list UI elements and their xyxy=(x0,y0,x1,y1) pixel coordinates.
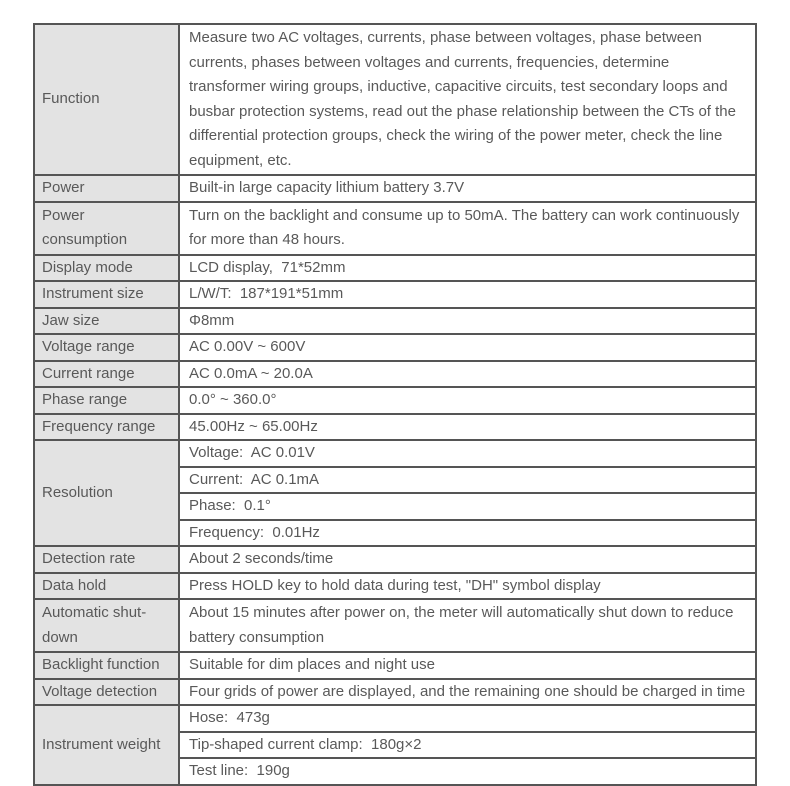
spec-value-instrument-size: L/W/T: 187*191*51mm xyxy=(179,281,756,308)
spec-row-instrument-size xyxy=(34,281,756,308)
spec-value-current-range: AC 0.0mA ~ 20.0A xyxy=(179,361,756,388)
spec-value-weight-hose: Hose: 473g xyxy=(179,705,756,732)
spec-row-data-hold xyxy=(34,573,756,600)
spec-value-phase-range: 0.0° ~ 360.0° xyxy=(179,387,756,414)
spec-value-power: Built-in large capacity lithium battery 3.7V xyxy=(179,175,756,202)
spec-value-data-hold: Press HOLD key to hold data during test, "DH" symbol display xyxy=(179,573,756,600)
spec-label-detection-rate: Detection rate xyxy=(34,546,179,573)
spec-label-phase-range: Phase range xyxy=(34,387,179,414)
spec-label-instrument-weight: Instrument weight xyxy=(34,705,179,785)
spec-value-voltage-range: AC 0.00V ~ 600V xyxy=(179,334,756,361)
spec-value-weight-clamp: Tip-shaped current clamp: 180g×2 xyxy=(179,732,756,759)
spec-row-instrument-weight xyxy=(34,705,756,732)
spec-label-frequency-range: Frequency range xyxy=(34,414,179,441)
spec-row-backlight-function xyxy=(34,652,756,679)
spec-label-voltage-range: Voltage range xyxy=(34,334,179,361)
spec-value-automatic-shutdown: About 15 minutes after power on, the meter will automatically shut down to reduce battery consumption xyxy=(179,599,756,652)
spec-label-current-range: Current range xyxy=(34,361,179,388)
spec-row-detection-rate xyxy=(34,546,756,573)
spec-value-function: Measure two AC voltages, currents, phase between voltages, phase between currents, phases between voltages and currents, frequencies, determine transformer wiring groups, inductive, capacitive circuits, test secondary loops and busbar protection systems, read out the phase relationship between the CTs of the differential protection groups, check the wiring of the power meter, check the line equipment, etc. xyxy=(179,24,756,175)
spec-label-power: Power xyxy=(34,175,179,202)
spec-row-voltage-detection xyxy=(34,679,756,706)
spec-row-phase-range xyxy=(34,387,756,414)
spec-table xyxy=(33,23,757,786)
spec-value-detection-rate: About 2 seconds/time xyxy=(179,546,756,573)
spec-label-data-hold: Data hold xyxy=(34,573,179,600)
spec-value-display-mode: LCD display, 71*52mm xyxy=(179,255,756,282)
spec-row-jaw-size xyxy=(34,308,756,335)
spec-value-resolution-phase: Phase: 0.1° xyxy=(179,493,756,520)
spec-value-power-consumption: Turn on the backlight and consume up to 50mA. The battery can work continuously for more than 48 hours. xyxy=(179,202,756,255)
spec-row-power xyxy=(34,175,756,202)
spec-row-power-consumption xyxy=(34,202,756,255)
spec-value-resolution-frequency: Frequency: 0.01Hz xyxy=(179,520,756,547)
spec-label-backlight-function: Backlight function xyxy=(34,652,179,679)
spec-value-weight-test-line: Test line: 190g xyxy=(179,758,756,785)
spec-row-automatic-shutdown xyxy=(34,599,756,652)
spec-row-voltage-range xyxy=(34,334,756,361)
spec-label-display-mode: Display mode xyxy=(34,255,179,282)
spec-label-resolution: Resolution xyxy=(34,440,179,546)
spec-label-power-consumption: Power consumption xyxy=(34,202,179,255)
spec-label-instrument-size: Instrument size xyxy=(34,281,179,308)
spec-value-jaw-size: Φ8mm xyxy=(179,308,756,335)
spec-label-function: Function xyxy=(34,24,179,175)
spec-row-resolution xyxy=(34,440,756,467)
spec-row-current-range xyxy=(34,361,756,388)
spec-row-function xyxy=(34,24,756,175)
spec-label-automatic-shutdown: Automatic shut-down xyxy=(34,599,179,652)
spec-value-voltage-detection: Four grids of power are displayed, and the remaining one should be charged in time xyxy=(179,679,756,706)
spec-row-frequency-range xyxy=(34,414,756,441)
spec-value-resolution-current: Current: AC 0.1mA xyxy=(179,467,756,494)
spec-value-resolution-voltage: Voltage: AC 0.01V xyxy=(179,440,756,467)
spec-label-voltage-detection: Voltage detection xyxy=(34,679,179,706)
spec-value-frequency-range: 45.00Hz ~ 65.00Hz xyxy=(179,414,756,441)
spec-label-jaw-size: Jaw size xyxy=(34,308,179,335)
spec-row-display-mode xyxy=(34,255,756,282)
spec-value-backlight-function: Suitable for dim places and night use xyxy=(179,652,756,679)
